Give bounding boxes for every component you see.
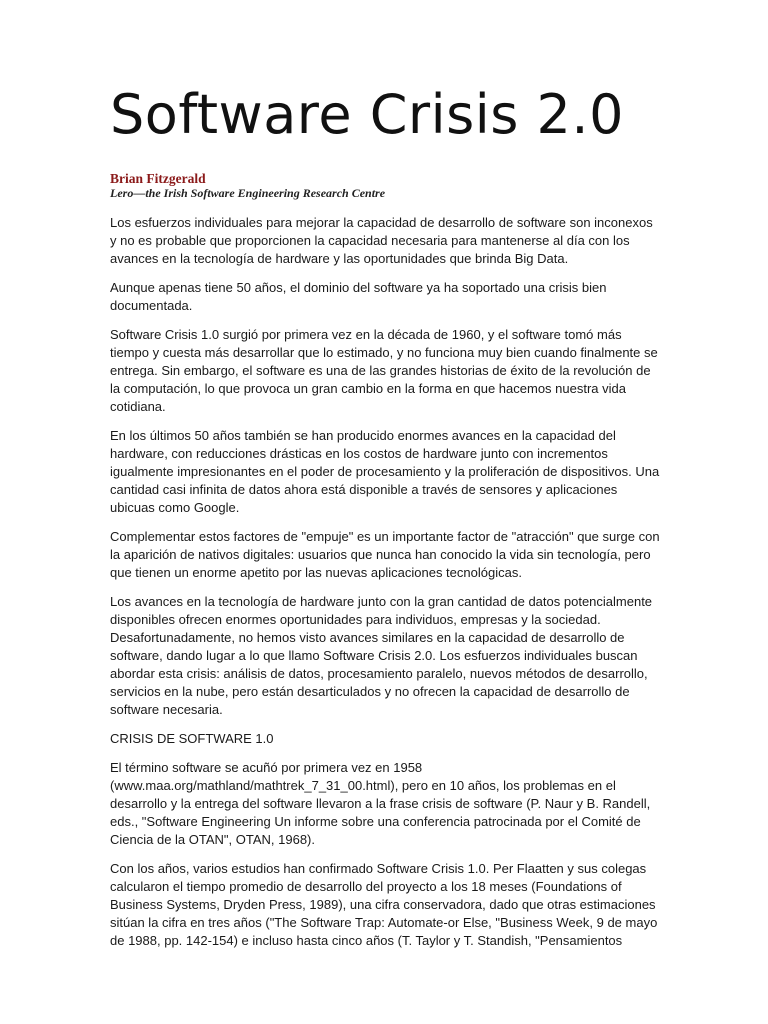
paragraph: Software Crisis 1.0 surgió por primera vez en la década de 1960, y el software tomó más tiempo y cuesta más desarrollar que lo estimado, y no funciona muy bien cuando finalmente se entrega. Sin embargo, el software es una de las grandes historias de éxito de la revolución de la computación, lo que provoca un gran cambio en la forma en que hacemos nuestra vida cotidiana. [110,327,658,414]
paragraph: Complementar estos factores de "empuje" es un importante factor de "atracción" que surge con la aparición de nativos digitales: usuarios que nunca han conocido la vida sin tecnología, pero que tienen un enorme apetito por las nuevas aplicaciones tecnológicas. [110,529,660,580]
author-name: Brian Fitzgerald [110,171,206,186]
paragraph: Los esfuerzos individuales para mejorar la capacidad de desarrollo de software son inconexos y no es probable que proporcionen la capacidad necesaria para mantenerse al día con los avances en la tecnología de hardware y las oportunidades que brinda Big Data. [110,215,653,266]
paragraph: Los avances en la tecnología de hardware junto con la gran cantidad de datos potencialmente disponibles ofrecen enormes oportunidades para individuos, empresas y la sociedad. Desafortunadamente, no hemos visto avances similares en la capacidad de desarrollo de software, dando lugar a lo que llamo Software Crisis 2.0. Los esfuerzos individuales buscan abordar esta crisis: análisis de datos, procesamiento paralelo, nuevos métodos de desarrollo, servicios en la nube, pero están desarticulados y no ofrecen la capacidad de desarrollo de software necesaria. [110,594,653,717]
section-heading: CRISIS DE SOFTWARE 1.0 [110,731,274,746]
paragraph: El término software se acuñó por primera vez en 1958 (www.maa.org/mathland/mathtrek_7_31_00.html), pero en 10 años, los problemas en el desarrollo y la entrega del software llevaron a la frase crisis de software (P. Naur y B. Randell, eds., "Software Engineering Un informe sobre una conferencia patrocinada por el Comité de Ciencia de la OTAN", OTAN, 1968). [110,760,651,847]
document-page [110,83,660,961]
paragraph: Aunque apenas tiene 50 años, el dominio del software ya ha soportado una crisis bien documentada. [110,280,607,313]
paragraph: En los últimos 50 años también se han producido enormes avances en la capacidad del hardware, con reducciones drásticas en los costos de hardware junto con incrementos igualmente impresionantes en el poder de procesamiento y la proliferación de dispositivos. Una cantidad casi infinita de datos ahora está disponible a través de sensores y aplicaciones ubicuas como Google. [110,428,660,515]
author-affiliation: Lero—the Irish Software Engineering Research Centre [110,186,386,200]
page-title: Software Crisis 2.0 [110,83,624,146]
paragraph: Con los años, varios estudios han confirmado Software Crisis 1.0. Per Flaatten y sus colegas calcularon el tiempo promedio de desarrollo del proyecto a los 18 meses (Foundations of Business Systems, Dryden Press, 1989), una cifra conservadora, dado que otras estimaciones sitúan la cifra en tres años ("The Software Trap: Automate-or Else, "Business Week, 9 de mayo de 1988, pp. 142-154) e incluso hasta cinco años (T. Taylor y T. Standish, "Pensamientos [110,861,658,948]
